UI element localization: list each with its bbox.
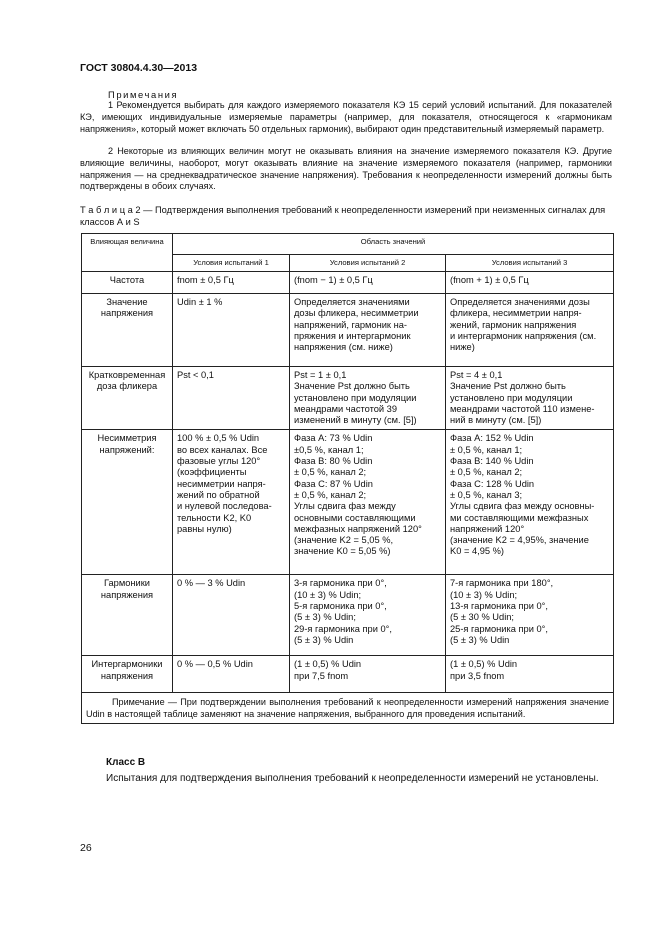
cell-line: фликера, несимметрии напря- [450,308,582,319]
row-c2-value [290,367,446,430]
table-row [82,294,614,367]
cell-line: Углы сдвига фаз между основны- [450,501,595,512]
row-c2-value [290,656,446,693]
row-quantity: Интергармоники напряжения [82,656,173,693]
cell-line: пряжения и интергармоник [294,330,411,341]
table-note: Примечание — При подтверждении выполнения требований к неопределенности измерений напряжения значение Udin в настоящей таблице заменяют на значение напряжения, выбранного для проведения испытаний. [82,693,614,724]
cell-line: во всех каналах. Все [177,444,268,455]
cell-line: (5 ± 3) % Udin [450,634,510,645]
cell-line: Значение Pst должно быть [450,381,566,392]
cell-line: 25-я гармоника при 0°, [450,623,548,634]
cell-line: Pst = 1 ± 0,1 [294,370,347,380]
cell-line: ± 0,5 %, канал 3; [450,489,523,500]
table-row [82,430,614,575]
cell-line: и интергармоник напряжения (см. [450,330,597,341]
column-header-range: Область значений [173,234,614,255]
cell-line: при 7,5 fnom [294,670,349,681]
class-b-title: Класс В [106,757,146,768]
note-paragraph-2: 2 Некоторые из влияющих величин могут не оказывать влияния на значение измеряемого показателя КЭ. Другие влияющие величины, наоборот, могут оказывать влияние на значение измеряемого показателя (например, гармоники напряжения — на среднеквадратическое значение напряжения). Требования к неопределенности измерений должны быть подтверждены в обоих случаях. [80,146,612,192]
cell-line: напряжений, гармоник на- [294,319,407,330]
cell-line: напряжений 120° [450,523,525,534]
cell-line: значение K0 = 5,05 %) [294,546,391,557]
cell-line: (5 ± 3) % Udin; [294,612,356,623]
cell-line: и нулевой последова- [177,501,272,512]
row-c1-value [173,656,290,693]
document-header: ГОСТ 30804.4.30—2013 [80,62,198,74]
cell-line: ± 0,5 %, канал 2; [450,467,523,478]
cell-line: (10 ± 3) % Udin; [294,589,362,600]
cell-line: Фаза В: 80 % Udin [294,456,373,467]
cell-line: основными составляющими [294,512,416,523]
cell-line: (5 ± 3) % Udin [294,634,354,645]
row-quantity: Кратковременная доза фликера [82,367,173,430]
cell-line: 7-я гармоника при 180°, [450,578,554,589]
class-b-text: Испытания для подтверждения выполнения требований к неопределенности измерений не установлены. [106,773,599,784]
cell-line: Определяется значениями дозы [450,297,590,307]
cell-line: (fnom + 1) ± 0,5 Гц [450,275,529,285]
table-row [82,575,614,656]
column-header-quantity: Влияющая величина [82,234,173,272]
row-c3-value [446,656,614,693]
row-c3-value [446,430,614,575]
cell-line: тельности K2, K0 [177,512,252,523]
note-paragraph-1: 1 Рекомендуется выбирать для каждого измеряемого показателя КЭ 15 серий условий испытаний. Для показателей КЭ, имеющих индивидуальные измеряемые параметры (например, для показателя, относящегося к «гармоникам напряжения», который может включать 50 отдельных гармоник), выбирают один представительный измеряемый параметр. [80,100,612,134]
row-c1-value [173,575,290,656]
table-body [82,272,614,693]
cell-line: равны нулю) [177,523,232,534]
cell-line: 13-я гармоника при 0°, [450,601,548,612]
cell-line: несимметрии напря- [177,478,266,489]
row-c3-value [446,367,614,430]
row-c1-value [173,294,290,367]
column-header-conditions-3: Условия испытаний 3 [446,255,614,272]
cell-line: изменений в минуту (см. [5]) [294,415,417,426]
cell-line: Фаза А: 152 % Udin [450,433,534,444]
cell-line: Фаза С: 128 % Udin [450,478,535,489]
cell-line: 0 % — 0,5 % Udin [177,659,253,670]
cell-line: ми составляющими межфазных [450,512,589,523]
cell-line: установлено при модуляции [294,392,417,403]
cell-line: Фаза С: 87 % Udin [294,478,373,489]
row-c2-value [290,272,446,294]
cell-line: дозы фликера, несимметрии [294,308,419,319]
cell-line: ± 0,5 %, канал 2; [294,467,367,478]
cell-line: fnom ± 0,5 Гц [177,275,234,285]
table-caption: Т а б л и ц а 2 — Подтверждения выполнения требований к неопределенности измерений при неизменных сигналах для классов А и S [80,205,606,227]
cell-line: Определяется значениями [294,297,410,307]
cell-line: Углы сдвига фаз между [294,501,396,512]
cell-line: ний в минуту (см. [5]) [450,415,542,426]
row-quantity: Гармоники напряжения [82,575,173,656]
cell-line: напряжения (см. ниже) [294,342,393,353]
table-row [82,367,614,430]
cell-line: установлено при модуляции [450,392,573,403]
cell-line: 0 % — 3 % Udin [177,578,246,589]
column-header-conditions-1: Условия испытаний 1 [173,255,290,272]
cell-line: (значение K2 = 4,95%, значение [450,535,589,546]
cell-line: 5-я гармоника при 0°, [294,601,387,612]
cell-line: (5 ± 30 % Udin; [450,612,515,623]
row-c2-value [290,575,446,656]
row-c1-value [173,367,290,430]
cell-line: (значение K2 = 5,05 %, [294,535,394,546]
notes-title: Примечания [108,89,179,100]
cell-line: фазовые углы 120° [177,456,261,467]
row-c1-value [173,430,290,575]
cell-line: Фаза А: 73 % Udin [294,433,373,444]
cell-line: Значение Pst должно быть [294,381,410,392]
cell-line: ±0,5 %, канал 1; [294,444,364,455]
cell-line: Pst < 0,1 [177,370,214,380]
row-c3-value [446,272,614,294]
cell-line: (10 ± 3) % Udin; [450,589,518,600]
row-quantity: Несимметрия напряжений: [82,430,173,575]
cell-line: ± 0,5 %, канал 2; [294,489,367,500]
row-c2-value [290,430,446,575]
cell-line: ниже) [450,342,475,353]
page-number: 26 [80,842,92,854]
cell-line: при 3,5 fnom [450,670,505,681]
row-quantity: Значение напряжения [82,294,173,367]
table-row [82,656,614,693]
cell-line: (fnom − 1) ± 0,5 Гц [294,275,373,285]
cell-line: жений, гармоник напряжения [450,319,577,330]
cell-line: 3-я гармоника при 0°, [294,578,387,589]
row-c1-value [173,272,290,294]
row-c3-value [446,294,614,367]
requirements-table [81,233,614,724]
cell-line: меандрами частотой 39 [294,403,398,414]
cell-line: 100 % ± 0,5 % Udin [177,433,260,444]
cell-line: межфазных напряжений 120° [294,523,422,534]
cell-line: (1 ± 0,5) % Udin [450,659,518,670]
cell-line: K0 = 4,95 %) [450,546,505,557]
cell-line: Pst = 4 ± 0,1 [450,370,503,380]
cell-line: (коэффициенты [177,467,247,478]
row-quantity: Частота [82,272,173,294]
cell-line: Udin ± 1 % [177,297,223,307]
column-header-conditions-2: Условия испытаний 2 [290,255,446,272]
row-c2-value [290,294,446,367]
cell-line: Фаза В: 140 % Udin [450,456,534,467]
cell-line: 29-я гармоника при 0°, [294,623,392,634]
table-row [82,272,614,294]
row-c3-value [446,575,614,656]
cell-line: меандрами частотой 110 измене- [450,403,595,414]
cell-line: (1 ± 0,5) % Udin [294,659,362,670]
cell-line: жений по обратной [177,489,260,500]
cell-line: ± 0,5 %, канал 1; [450,444,523,455]
